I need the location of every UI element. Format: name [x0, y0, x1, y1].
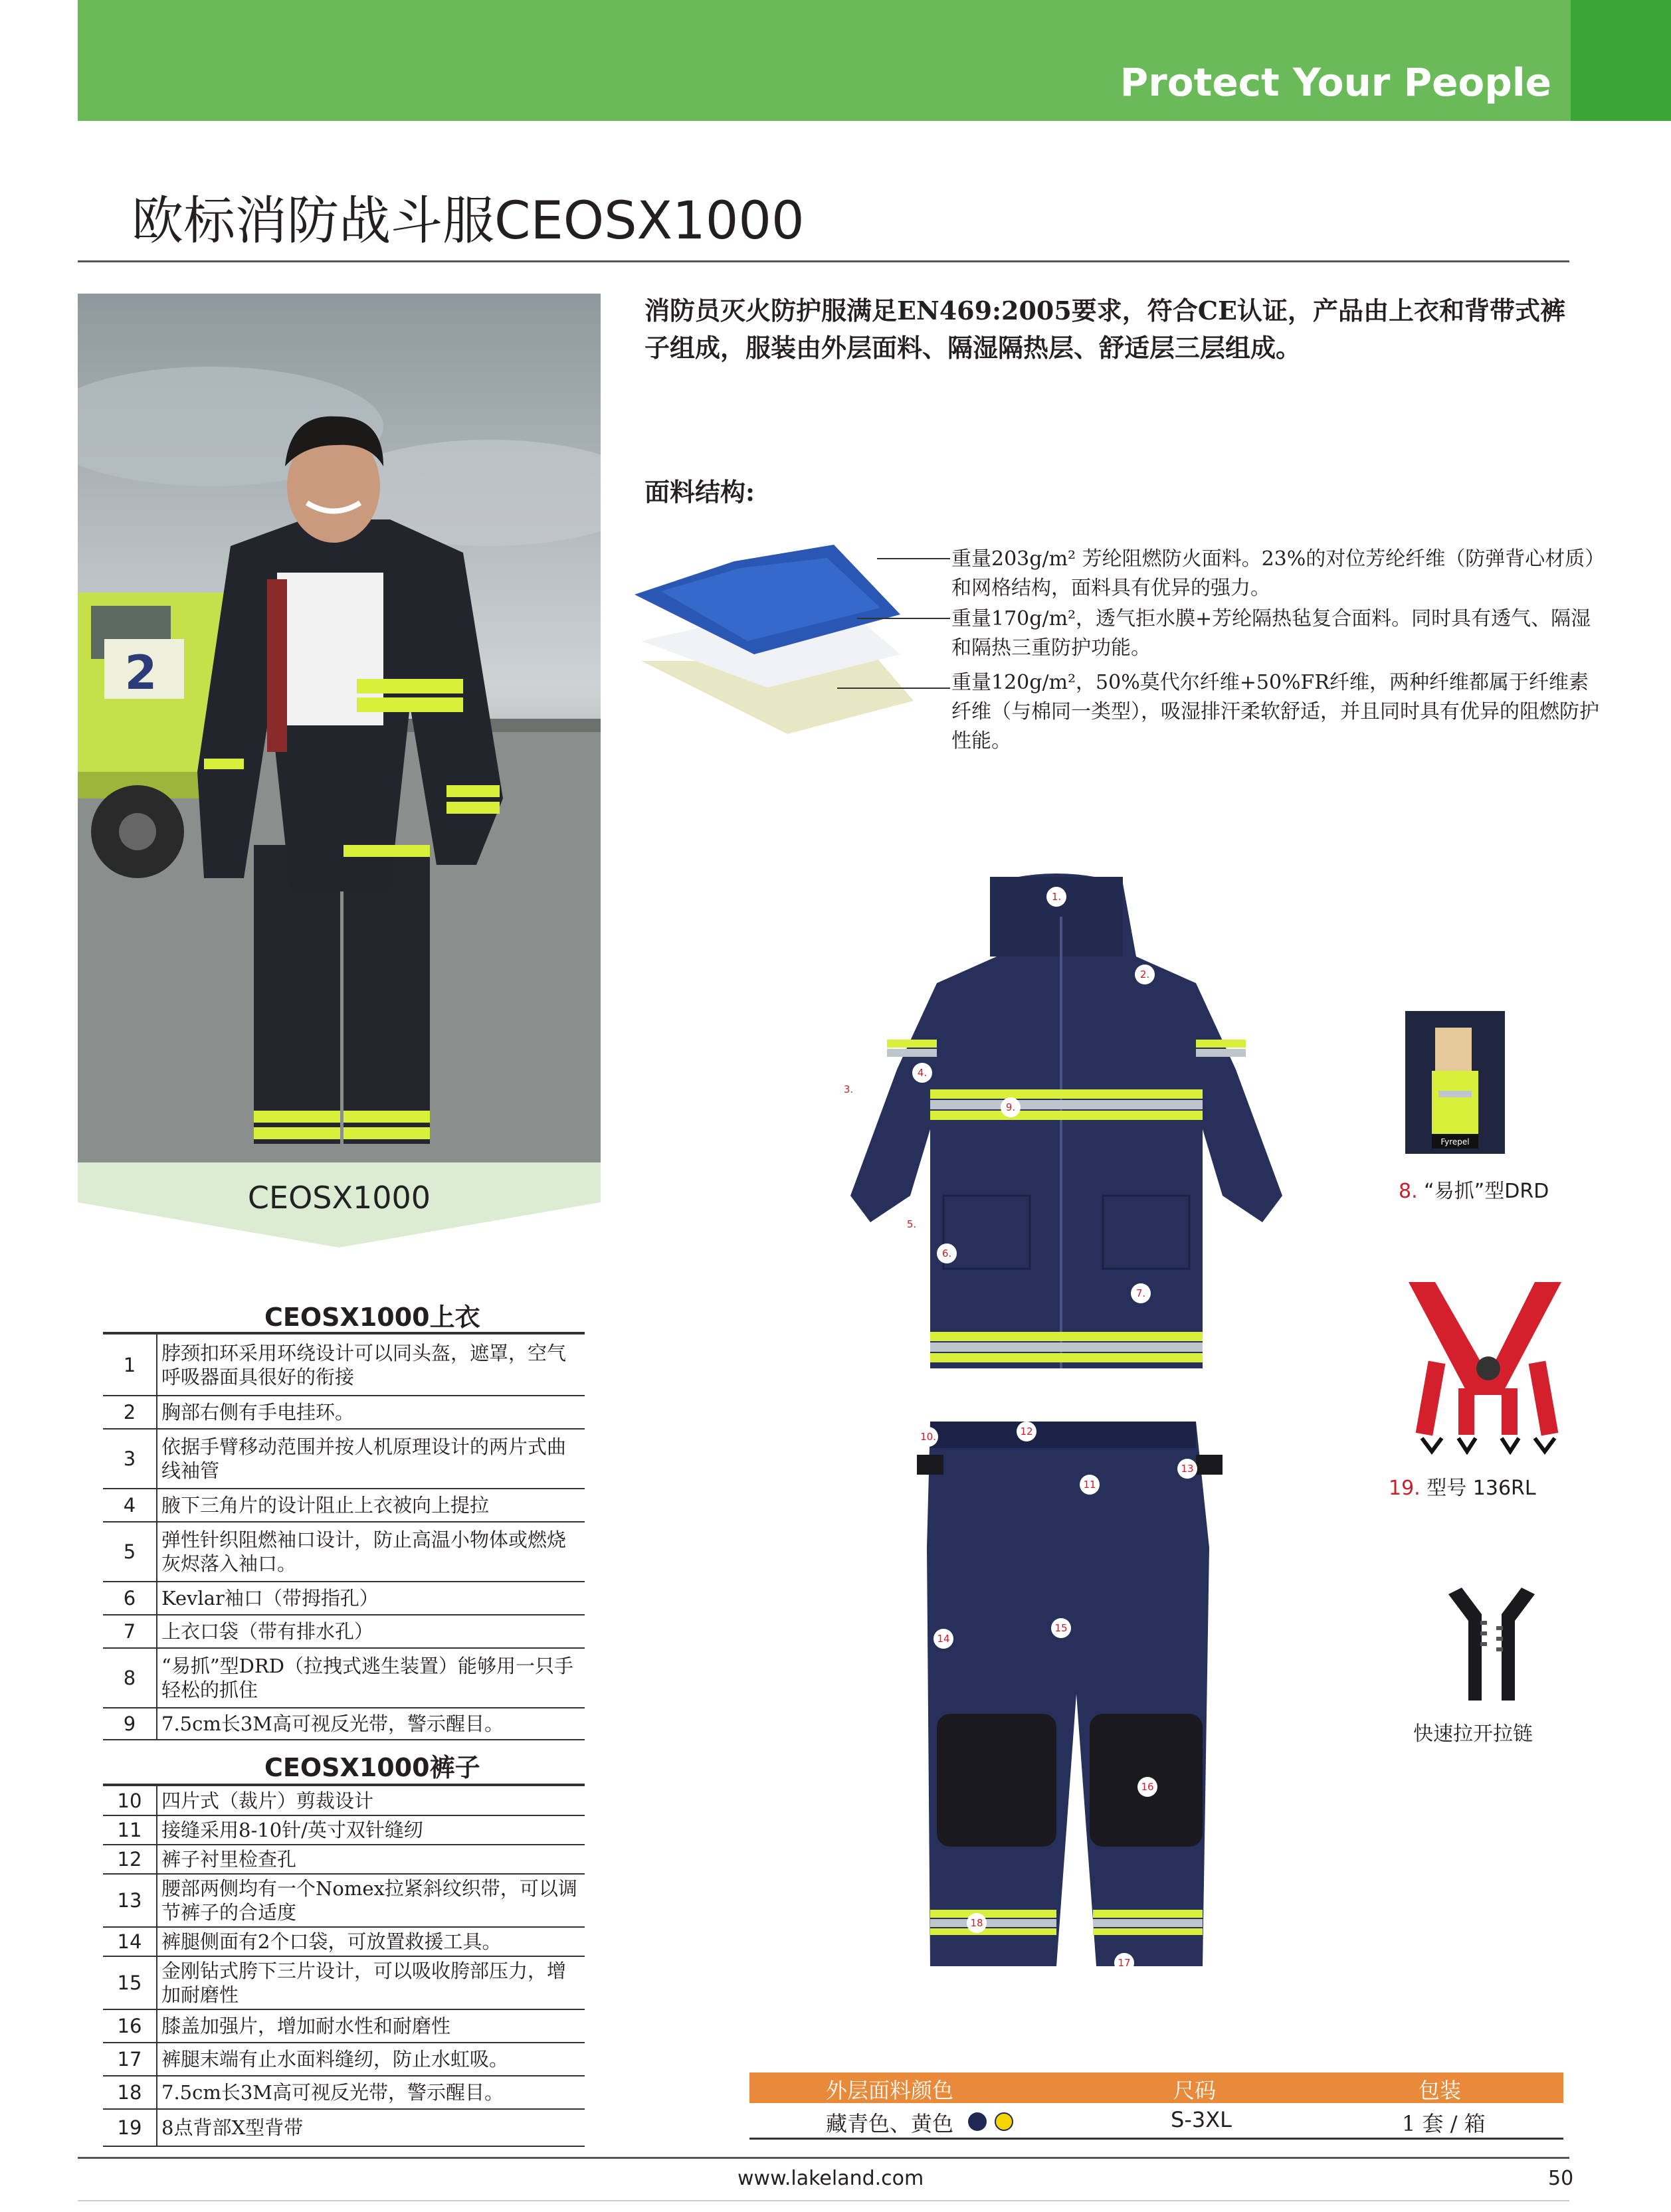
jacket-illustration	[824, 850, 1302, 1395]
table-row	[103, 2009, 585, 2043]
callout-18: 18	[967, 1913, 987, 1933]
row-text: Kevlar袖口（带拇指孔）	[157, 1582, 585, 1615]
row-number: 5	[103, 1522, 157, 1582]
table-row	[103, 1522, 585, 1582]
fabric-structure-heading: 面料结构:	[644, 477, 755, 507]
row-number: 2	[103, 1396, 157, 1429]
yellow-swatch	[995, 2112, 1013, 2131]
row-text: 依据手臂移动范围并按人机原理设计的两片式曲线袖管	[157, 1429, 585, 1489]
row-number: 6	[103, 1582, 157, 1615]
table-row	[103, 1845, 585, 1874]
row-text: 膝盖加强片，增加耐水性和耐磨性	[157, 2009, 585, 2043]
suspenders-caption	[1389, 1471, 1536, 1501]
callout-17: 17	[1114, 1953, 1134, 1973]
table-row	[103, 1489, 585, 1522]
table-row	[103, 1429, 585, 1489]
firefighter-photo-illustration	[78, 294, 601, 1162]
fabric-layer-outer: 重量203g/m² 芳纶阻燃防火面料。23%的对位芳纶纤维（防弹背心材质）和网格结构，面料具有优异的强力。	[951, 547, 1595, 600]
pants-feature-table	[103, 1784, 585, 2147]
fabric-layer-moisture: 重量170g/m²，透气拒水膜+芳纶隔热毡复合面料。同时具有透气、隔湿和隔热三重防护功能。	[951, 607, 1591, 660]
title-divider	[78, 260, 1569, 262]
table-row	[103, 2043, 585, 2076]
pants-table-heading: CEOSX1000裤子	[264, 1753, 480, 1782]
row-number: 1	[103, 1333, 157, 1396]
row-text: 裤子衬里检查孔	[157, 1845, 585, 1874]
spec-size-value: S-3XL	[1171, 2107, 1232, 2132]
suspenders-image	[1395, 1275, 1575, 1455]
footer-url[interactable]: www.lakeland.com	[737, 2167, 924, 2190]
suspenders-caption-number: 19.	[1389, 1477, 1421, 1500]
spec-table-rule	[749, 2138, 1563, 2140]
row-number: 8	[103, 1648, 157, 1708]
table-row	[103, 1582, 585, 1615]
drd-caption-text: “易抓”型DRD	[1424, 1180, 1549, 1203]
row-number: 13	[103, 1874, 157, 1927]
jacket-feature-table	[103, 1332, 585, 1740]
row-text: 腰部两侧均有一个Nomex拉紧斜纹织带，可以调节裤子的合适度	[157, 1874, 585, 1927]
row-number: 17	[103, 2043, 157, 2076]
table-row	[103, 1874, 585, 1927]
callout-11: 11	[1080, 1475, 1100, 1495]
navy-swatch	[968, 2112, 987, 2131]
drd-caption	[1399, 1174, 1549, 1204]
row-number: 12	[103, 1845, 157, 1874]
product-intro: 消防员灭火防护服满足EN469:2005要求，符合CE认证，产品由上衣和背带式裤子组成，服装由外层面料、隔湿隔热层、舒适层三层组成。	[644, 296, 1566, 363]
table-row	[103, 1815, 585, 1845]
table-row	[103, 1615, 585, 1648]
drd-tag-text: Fyrepel	[1440, 1137, 1470, 1147]
fabric-leader-1	[877, 558, 950, 559]
row-text: 裤腿末端有止水面料缝纫，防止水虹吸。	[157, 2043, 585, 2076]
jacket-table-heading: CEOSX1000上衣	[264, 1303, 480, 1332]
table-row	[103, 2076, 585, 2109]
callout-15: 15	[1051, 1618, 1071, 1638]
table-row	[103, 1785, 585, 1815]
row-number: 11	[103, 1815, 157, 1845]
row-number: 7	[103, 1615, 157, 1648]
row-number: 9	[103, 1708, 157, 1740]
callout-5: 5.	[902, 1214, 922, 1234]
fabric-layer-diagram	[635, 535, 947, 741]
callout-2: 2.	[1135, 965, 1155, 984]
row-number: 3	[103, 1429, 157, 1489]
page-title: 欧标消防战斗服CEOSX1000	[132, 191, 805, 251]
footer-bottom-line	[78, 2200, 1569, 2201]
header-accent-block	[1571, 0, 1671, 121]
fabric-leader-3	[837, 688, 950, 689]
header-slogan: Protect Your People	[1120, 60, 1551, 105]
spec-pack-value: 1 套 / 箱	[1402, 2111, 1486, 2136]
callout-4: 4.	[912, 1063, 932, 1083]
table-row	[103, 1956, 585, 2009]
callout-3: 3.	[838, 1079, 858, 1099]
row-number: 18	[103, 2076, 157, 2109]
suspenders-caption-text: 型号 136RL	[1426, 1477, 1536, 1500]
table-row	[103, 2109, 585, 2146]
drd-caption-number: 8.	[1399, 1180, 1418, 1203]
row-text: 腋下三角片的设计阻止上衣被向上提拉	[157, 1489, 585, 1522]
row-number: 4	[103, 1489, 157, 1522]
spec-col-size-head: 尺码	[1173, 2078, 1217, 2103]
callout-1: 1.	[1046, 887, 1066, 907]
row-text: 上衣口袋（带有排水孔）	[157, 1615, 585, 1648]
row-number: 19	[103, 2109, 157, 2146]
row-text: 胸部右侧有手电挂环。	[157, 1396, 585, 1429]
fabric-leader-2	[857, 618, 950, 619]
row-text: 8点背部X型背带	[157, 2109, 585, 2146]
row-number: 10	[103, 1785, 157, 1815]
table-row	[103, 1333, 585, 1396]
callout-10: 10.	[918, 1427, 938, 1447]
zipper-caption: 快速拉开拉链	[1413, 1722, 1533, 1746]
footer-divider	[78, 2157, 1569, 2159]
photo-caption: CEOSX1000	[247, 1180, 431, 1216]
callout-14: 14	[934, 1629, 953, 1649]
drd-detail-image	[1405, 1011, 1505, 1154]
callout-7: 7.	[1131, 1283, 1151, 1303]
callout-9: 9.	[1001, 1097, 1021, 1117]
svg-text:2: 2	[124, 646, 157, 700]
page-number: 50	[1548, 2167, 1574, 2190]
table-row	[103, 1927, 585, 1956]
pants-illustration	[917, 1415, 1236, 1980]
spec-color-value: 藏青色、黄色	[826, 2111, 954, 2136]
row-text: 四片式（裁片）剪裁设计	[157, 1785, 585, 1815]
table-row	[103, 1708, 585, 1740]
row-number: 14	[103, 1927, 157, 1956]
row-text: 脖颈扣环采用环绕设计可以同头盔，遮罩，空气呼吸器面具很好的衔接	[157, 1333, 585, 1396]
table-row	[103, 1648, 585, 1708]
row-text: 裤腿侧面有2个口袋，可放置救援工具。	[157, 1927, 585, 1956]
product-photo	[78, 294, 601, 1162]
spec-col-pack-head: 包装	[1419, 2078, 1462, 2103]
callout-16: 16	[1137, 1777, 1157, 1797]
row-text: 金刚钻式胯下三片设计，可以吸收胯部压力，增加耐磨性	[157, 1956, 585, 2009]
callout-13: 13	[1177, 1459, 1197, 1479]
zipper-image	[1442, 1588, 1541, 1704]
row-text: 接缝采用8-10针/英寸双针缝纫	[157, 1815, 585, 1845]
row-text: 7.5cm长3M高可视反光带，警示醒目。	[157, 2076, 585, 2109]
callout-12: 12	[1017, 1422, 1036, 1441]
row-text: “易抓”型DRD（拉拽式逃生装置）能够用一只手轻松的抓住	[157, 1648, 585, 1708]
table-row	[103, 1396, 585, 1429]
row-number: 15	[103, 1956, 157, 2009]
callout-6: 6.	[937, 1244, 957, 1263]
row-number: 16	[103, 2009, 157, 2043]
fabric-layer-comfort: 重量120g/m²，50%莫代尔纤维+50%FR纤维，两种纤维都属于纤维素纤维（与棉同一类型），吸湿排汗柔软舒适，并且同时具有优异的阻燃防护性能。	[951, 671, 1599, 753]
row-text: 弹性针织阻燃袖口设计，防止高温小物体或燃烧灰烬落入袖口。	[157, 1522, 585, 1582]
spec-col-color-head: 外层面料颜色	[826, 2078, 954, 2103]
row-text: 7.5cm长3M高可视反光带，警示醒目。	[157, 1708, 585, 1740]
